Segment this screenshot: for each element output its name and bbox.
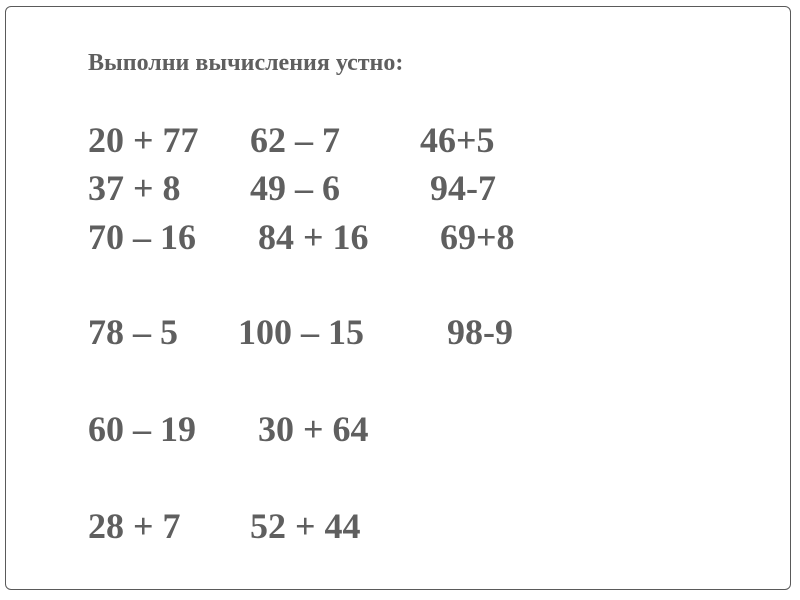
expression: 37 + 8 [88, 168, 181, 208]
expression: 69+8 [440, 217, 515, 257]
slide-frame [5, 6, 791, 590]
expression: 46+5 [420, 120, 495, 160]
expression: 49 – 6 [250, 168, 340, 208]
expression: 78 – 5 [88, 312, 178, 352]
expression: 20 + 77 [88, 120, 199, 160]
expression: 62 – 7 [250, 120, 340, 160]
expression: 28 + 7 [88, 506, 181, 546]
task-title: Выполни вычисления устно: [88, 50, 404, 76]
expression: 84 + 16 [258, 217, 369, 257]
expression: 100 – 15 [238, 312, 364, 352]
expression: 60 – 19 [88, 409, 196, 449]
expression: 30 + 64 [258, 409, 369, 449]
expression: 98-9 [447, 312, 513, 352]
expression: 70 – 16 [88, 217, 196, 257]
expression: 94-7 [430, 168, 496, 208]
expression: 52 + 44 [250, 506, 361, 546]
